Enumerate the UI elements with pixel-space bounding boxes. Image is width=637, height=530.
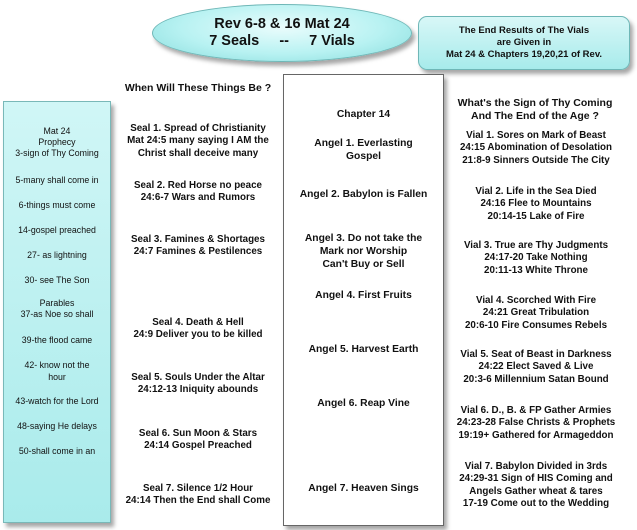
vial-5 [438,349,634,386]
vial-line: Vial 1. Sores on Mark of Beast [466,130,606,141]
angel-7 [284,482,443,495]
vial-line: 24:23-28 False Christs & Prophets [456,417,616,429]
angel-2 [284,188,443,201]
matthew-item: 27- as lightning [27,250,87,260]
vial-6 [438,405,634,442]
matthew-item: Prophecy [38,137,76,147]
vial-1 [438,130,634,167]
seal-line: Seal 7. Silence 1/2 Hour [143,483,253,494]
vial-line: Vial 3. True are Thy Judgments [463,240,609,251]
vial-line: 20:6-10 Fire Consumes Rebels [464,319,608,331]
angel-line: Angel 6. Reap Vine [317,398,410,409]
vial-line: 24:22 Elect Saved & Live [478,361,594,373]
vial-line: 24:15 Abomination of Desolation [459,142,613,154]
end-results-box [418,16,630,70]
seal-7 [113,483,283,508]
results-line: are Given in [496,36,552,48]
seal-line: Christ shall deceive many [137,147,259,159]
right-heading-line-2: And The End of the Age ? [471,110,599,122]
seal-line: 24:7 Famines & Pestilences [133,246,263,258]
matthew-item: 39-the flood came [21,335,93,345]
vial-line: 20:14-15 Lake of Fire [487,210,585,222]
angel-6 [284,397,443,410]
vial-line: Angels Gather wheat & tares [469,485,603,497]
angel-line: Gospel [346,151,381,162]
vial-2 [438,186,634,223]
angel-line: Mark nor Worship [319,246,408,257]
seal-line: Seal 1. Spread of Christianity [130,123,266,134]
chapter-14-panel [283,74,444,526]
right-heading-line-1: What's the Sign of Thy Coming [457,97,613,109]
matthew-item: 43-watch for the Lord [15,396,99,406]
angel-3 [284,232,443,271]
matthew-item: 30- see The Son [24,275,90,285]
vial-line: 17-19 Come out to the Wedding [462,498,610,510]
matthew-item: hour [48,372,66,382]
vial-line: 19:19+ Gathered for Armageddon [458,429,614,441]
vial-3 [438,240,634,277]
seal-6 [113,428,283,453]
vial-7 [438,461,634,511]
vial-line: Vial 7. Babylon Divided in 3rds [464,461,608,472]
angel-line: Angel 3. Do not take the [304,233,423,244]
matthew-item: Mat 24 [43,126,71,136]
seal-line: 24:14 Then the End shall Come [125,495,271,507]
results-line: Mat 24 & Chapters 19,20,21 of Rev. [445,49,603,61]
vial-line: Vial 2. Life in the Sea Died [475,186,597,197]
angel-line: Angel 2. Babylon is Fallen [299,189,428,200]
angel-4 [284,289,443,302]
seal-line: 24:14 Gospel Preached [144,440,252,452]
angel-1 [284,137,443,163]
chapter-14-heading: Chapter 14 [336,109,391,120]
matthew-item: 6-things must come [18,200,96,210]
angel-line: Angel 1. Everlasting [314,138,413,149]
angel-line: Angel 5. Harvest Earth [308,344,419,355]
title-line-2: 7 Seals -- 7 Vials [209,33,355,49]
vial-4 [438,295,634,332]
vial-line: 20:11-13 White Throne [484,264,588,276]
seal-line: Seal 3. Famines & Shortages [131,234,265,245]
seal-line: 24:6-7 Wars and Rumors [140,192,256,204]
vial-line: Vial 4. Scorched With Fire [475,295,597,306]
vial-line: 24:16 Flee to Mountains [480,198,592,210]
vial-line: 24:17-20 Take Nothing [484,252,588,264]
vial-line: 24:29-31 Sign of HIS Coming and [459,473,613,485]
seal-line: 24:12-13 Iniquity abounds [137,384,259,396]
seal-line: Seal 4. Death & Hell [152,317,244,328]
seal-line: 24:9 Deliver you to be killed [133,329,263,341]
results-line: The End Results of The Vials [458,24,590,36]
matthew-item: 37-as Noe so shall [20,309,94,319]
vial-line: Vial 6. D., B. & FP Gather Armies [460,405,612,416]
matthew-item: 48-saying He delays [17,421,97,431]
title-line-1: Rev 6-8 & 16 Mat 24 [214,16,350,32]
vial-line: 21:8-9 Sinners Outside The City [462,154,610,166]
seal-3 [113,234,283,259]
angel-5 [284,343,443,356]
seal-1 [113,123,283,160]
vial-line: Vial 5. Seat of Beast in Darkness [460,349,612,360]
matthew-item: 14-gospel preached [18,225,96,235]
matthew-item: Parables [39,298,75,308]
angel-line: Can't Buy or Sell [322,259,405,270]
vial-line: 20:3-6 Millennium Satan Bound [463,373,609,385]
seal-5 [113,372,283,397]
matthew-item: 5-many shall come in [15,175,99,185]
seal-line: Seal 5. Souls Under the Altar [131,372,265,383]
left-heading: When Will These Things Be ? [124,82,272,94]
matthew-item: 42- know not the [24,360,90,370]
matthew-item: 50-shall come in an [18,446,96,456]
angel-line: Angel 7. Heaven Sings [308,483,419,494]
seal-line: Seal 2. Red Horse no peace [134,180,262,191]
matthew-24-panel [3,101,111,523]
seal-line: Mat 24:5 many saying I AM the [127,135,269,147]
angel-line: Angel 4. First Fruits [315,290,412,301]
seal-2 [113,180,283,205]
matthew-item: 3-sign of Thy Coming [15,148,99,158]
seal-4 [113,317,283,342]
seal-line: Seal 6. Sun Moon & Stars [138,428,258,439]
right-heading [436,97,634,123]
vial-line: 24:21 Great Tribulation [482,307,590,319]
title-oval [152,4,412,62]
